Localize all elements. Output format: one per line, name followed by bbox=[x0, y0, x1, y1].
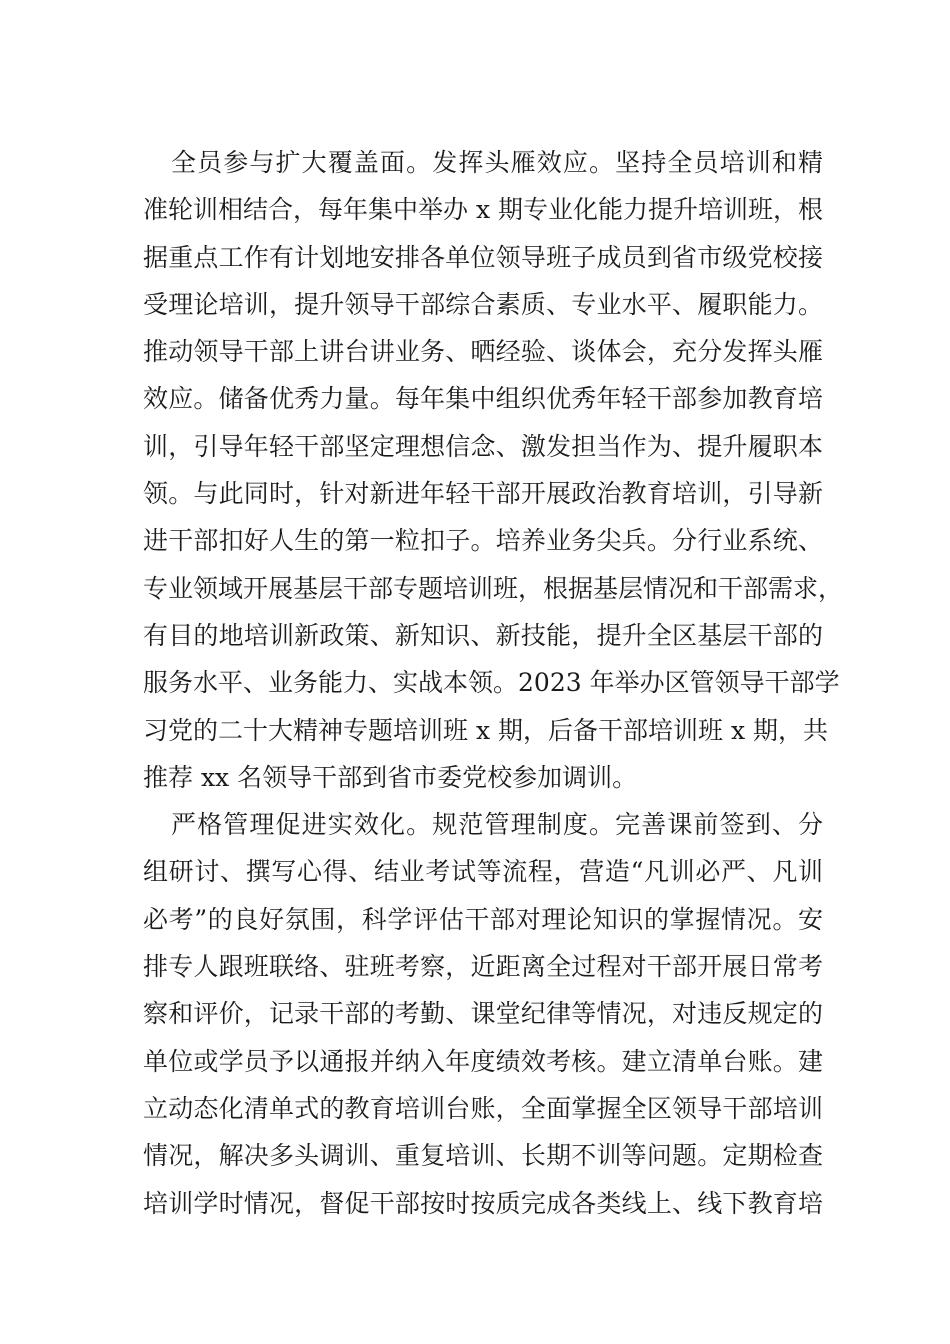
paragraph-line: 专业领域开展基层干部专题培训班，根据基层情况和干部需求， bbox=[143, 573, 844, 603]
paragraph-2 bbox=[143, 801, 823, 1227]
paragraph-line: 必考”的良好氛围，科学评估干部对理论知识的掌握情况。安 bbox=[143, 904, 823, 934]
paragraph-line: 全员参与扩大覆盖面。发挥头雁效应。坚持全员培训和精 bbox=[171, 148, 823, 177]
paragraph-line: 服务水平、业务能力、实战本领。2023 年举办区管领导干部学 bbox=[143, 668, 840, 698]
paragraph-line: 组研讨、撰写心得、结业考试等流程，营造“凡训必严、凡训 bbox=[143, 857, 823, 887]
paragraph-line: 进干部扣好人生的第一粒扣子。培养业务尖兵。分行业系统、 bbox=[143, 526, 823, 556]
paragraph-line: 严格管理促进实效化。规范管理制度。完善课前签到、分 bbox=[171, 810, 823, 840]
paragraph-line: 排专人跟班联络、驻班考察，近距离全过程对干部开展日常考 bbox=[143, 952, 823, 982]
paragraph-line: 效应。储备优秀力量。每年集中组织优秀年轻干部参加教育培 bbox=[143, 384, 823, 414]
paragraph-line: 有目的地培训新政策、新知识、新技能，提升全区基层干部的 bbox=[143, 620, 823, 650]
paragraph-line: 单位或学员予以通报并纳入年度绩效考核。建立清单台账。建 bbox=[143, 1046, 823, 1076]
paragraph-line: 推荐 xx 名领导干部到省市委党校参加调训。 bbox=[143, 762, 638, 792]
paragraph-1 bbox=[143, 139, 844, 801]
paragraph-line: 立动态化清单式的教育培训台账，全面掌握全区领导干部培训 bbox=[143, 1093, 823, 1123]
paragraph-line: 习党的二十大精神专题培训班 x 期，后备干部培训班 x 期，共 bbox=[143, 715, 828, 745]
paragraph-line: 情况，解决多头调训、重复培训、长期不训等问题。定期检查 bbox=[143, 1141, 823, 1171]
paragraph-line: 据重点工作有计划地安排各单位领导班子成员到省市级党校接 bbox=[143, 242, 823, 272]
paragraph-line: 训，引导年轻干部坚定理想信念、激发担当作为、提升履职本 bbox=[143, 431, 823, 461]
paragraph-line: 受理论培训，提升领导干部综合素质、专业水平、履职能力。 bbox=[143, 289, 823, 319]
paragraph-line: 领。与此同时，针对新进年轻干部开展政治教育培训，引导新 bbox=[143, 479, 823, 509]
paragraph-line: 准轮训相结合，每年集中举办 x 期专业化能力提升培训班，根 bbox=[143, 195, 823, 225]
paragraph-line: 察和评价，记录干部的考勤、课堂纪律等情况，对违反规定的 bbox=[143, 999, 823, 1029]
paragraph-line: 推动领导干部上讲台讲业务、晒经验、谈体会，充分发挥头雁 bbox=[143, 337, 823, 367]
paragraph-line: 培训学时情况，督促干部按时按质完成各类线上、线下教育培 bbox=[143, 1188, 823, 1218]
document-body bbox=[143, 139, 844, 1227]
